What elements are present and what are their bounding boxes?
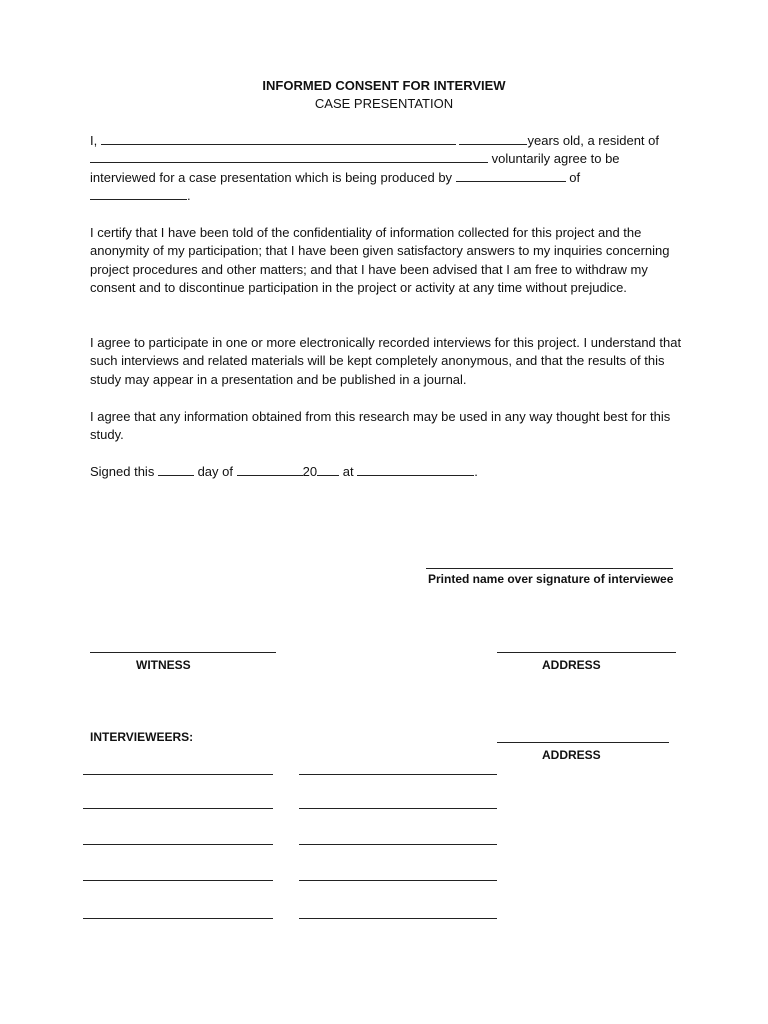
day-blank[interactable] xyxy=(158,463,194,476)
interviewer-line[interactable] xyxy=(299,844,497,845)
interviewer-line[interactable] xyxy=(299,918,497,919)
interviewer-line[interactable] xyxy=(299,808,497,809)
document-subtitle: CASE PRESENTATION xyxy=(314,96,454,111)
organization-blank[interactable] xyxy=(90,187,187,200)
interviewer-line[interactable] xyxy=(83,918,273,919)
producer-blank[interactable] xyxy=(456,169,566,182)
intro-end: . xyxy=(187,187,191,203)
name-blank[interactable] xyxy=(101,132,456,145)
interviewer-line[interactable] xyxy=(83,880,273,881)
year-prefix-text: 20 xyxy=(302,464,318,479)
residence-blank[interactable] xyxy=(90,150,488,163)
interviewer-line[interactable] xyxy=(83,844,273,845)
recording-paragraph: I agree to participate in one or more electronically recorded interviews for this project. I understand that such interviews and related materials will be kept completely anonymous, and that the results of this study may appear in a presentation and be published in a journal. xyxy=(90,335,682,387)
interviewer-line[interactable] xyxy=(299,774,497,775)
interviewer-line[interactable] xyxy=(83,774,273,775)
interviewee-signature-line[interactable] xyxy=(426,568,673,569)
witness-label: WITNESS xyxy=(136,658,191,672)
month-blank[interactable] xyxy=(237,463,303,476)
interviewed-text: interviewed for a case presentation which is being produced by xyxy=(90,169,453,185)
certify-paragraph: I certify that I have been told of the confidentiality of information collected for this project and the anonymity of my participation; that I have been given satisfactory answers to my inquiries concerning project procedures and other matters; and that I have been advised that I am free to withdraw my consent and to discontinue participation in the project or activity at any time without prejudice. xyxy=(90,225,670,295)
signed-this-text: Signed this xyxy=(90,464,155,479)
information-use-paragraph: I agree that any information obtained from this research may be used in any way thought best for this study. xyxy=(90,409,671,443)
interviewers-label: INTERVIEWEERS: xyxy=(90,730,194,744)
age-blank[interactable] xyxy=(459,132,527,145)
interviewer-line[interactable] xyxy=(83,808,273,809)
interviewee-signature-caption: Printed name over signature of interviewee xyxy=(428,572,674,586)
signed-line xyxy=(90,463,690,481)
interviewer-line[interactable] xyxy=(299,880,497,881)
witness-address-line[interactable] xyxy=(497,652,676,653)
witness-address-label: ADDRESS xyxy=(542,658,601,672)
year-blank[interactable] xyxy=(317,463,339,476)
place-blank[interactable] xyxy=(357,463,474,476)
intro-prefix: I, xyxy=(90,133,98,148)
intro-paragraph xyxy=(90,132,690,205)
interviewer-address-line[interactable] xyxy=(497,742,669,743)
interviewer-address-label: ADDRESS xyxy=(542,748,601,762)
signed-end: . xyxy=(474,464,478,479)
document-title: INFORMED CONSENT FOR INTERVIEW xyxy=(262,78,506,93)
voluntarily-text: voluntarily agree to be xyxy=(491,151,620,167)
of-text: of xyxy=(569,169,581,185)
years-old-text: years old, a resident of xyxy=(527,133,660,148)
witness-signature-line[interactable] xyxy=(90,652,276,653)
at-text: at xyxy=(342,464,354,479)
day-of-text: day of xyxy=(197,464,233,479)
